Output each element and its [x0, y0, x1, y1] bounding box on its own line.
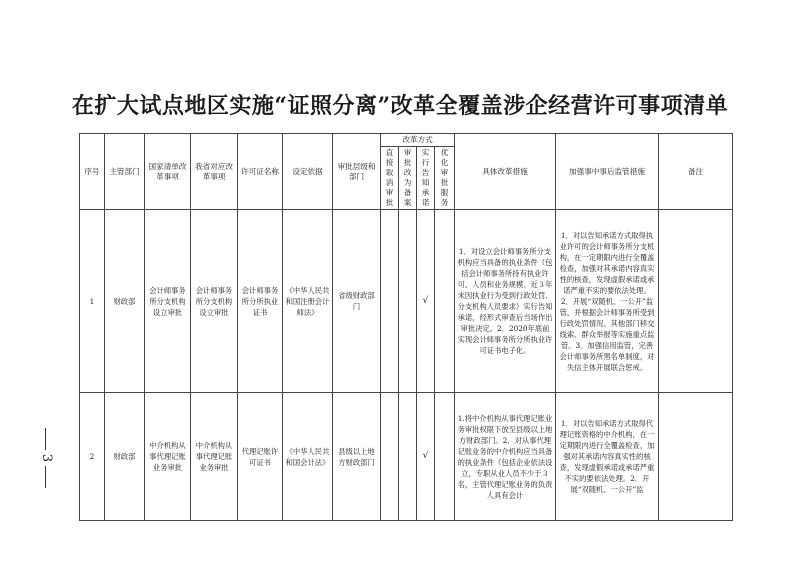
header-license-name: 许可证名称: [238, 134, 283, 210]
header-measures: 具体改革措施: [455, 134, 556, 210]
cell-measures: 1.将中介机构从事代理记账业务审批权限下放至县级以上地方财政部门。2．对从事代理记账业务的中介机构应当具备的执业条件（包括企业依法设立，专职从业人员不少于３名，主管代理记账业务的负责人具有会计: [455, 393, 556, 521]
header-reform-mode: 改革方式: [381, 134, 455, 147]
page-number-rule-top: [45, 428, 54, 450]
page-title: 在扩大试点地区实施“证照分离”改革全覆盖涉企经营许可事项清单: [71, 93, 729, 119]
cell-provincial-item: 会计师事务所分支机构设立审批: [191, 210, 238, 393]
header-remarks: 备注: [659, 134, 733, 210]
cell-national-item: 会计师事务所分支机构设立审批: [145, 210, 191, 393]
page-number-text: 3: [39, 453, 54, 463]
cell-measures: 1．对设立会计师事务所分支机构应当具备的执业条件（包括会计师事务所持有执业许可、人员和业务规模、近３年未因执业行为受到行政处罚、分支机构人员要求）实行告知承诺，经形式审查后当场作出审批决定。2．2020年底前实现会计师事务所分所执业许可证书电子化。: [455, 210, 556, 393]
header-direct-cancel: [381, 147, 399, 210]
cell-seq: 1: [80, 210, 105, 393]
page-number: [38, 428, 54, 488]
cell-notify-commit: √: [417, 210, 435, 393]
cell-license-name: 代理记账许可证书: [238, 393, 283, 521]
header-to-filing-text: 审批改为备案: [403, 148, 412, 207]
cell-approval-level: 省级财政部门: [333, 210, 381, 393]
cell-remarks: [659, 393, 733, 521]
header-to-filing: [399, 147, 417, 210]
cell-supervision: 1．对以告知承诺方式取得代理记账资格的中介机构，在一定期限内进行全覆盖检查，加强对其承诺内容真实性的核查，发现虚假承诺或承诺严重不实的要依法处理。2．开展“双随机、一公开”监: [556, 393, 659, 521]
cell-direct-cancel: [381, 393, 399, 521]
cell-approval-level: 县级以上地方财政部门: [333, 393, 381, 521]
header-notify-commit-text: 实行告知承诺: [421, 148, 430, 207]
header-legal-basis: 设定依据: [283, 134, 333, 210]
header-approval-level: 审批层级和部门: [333, 134, 381, 210]
cell-notify-commit: √: [417, 393, 435, 521]
cell-legal-basis: 《中华人民共和国注册会计师法》: [283, 210, 333, 393]
header-dept: 主管部门: [105, 134, 145, 210]
cell-to-filing: [399, 393, 417, 521]
cell-direct-cancel: [381, 210, 399, 393]
table-row: [80, 393, 733, 521]
cell-national-item: 中介机构从事代理记账业务审批: [145, 393, 191, 521]
cell-provincial-item: 中介机构从事代理记账业务审批: [191, 393, 238, 521]
cell-optimize-service: [435, 393, 455, 521]
cell-license-name: 会计师事务所分所执业证书: [238, 210, 283, 393]
header-notify-commit: [417, 147, 435, 210]
page-number-rule-bottom: [45, 466, 54, 488]
cell-legal-basis: 《中华人民共和国会计法》: [283, 393, 333, 521]
header-optimize-service-text: 优化审批服务: [440, 148, 449, 207]
header-national-item: 国家清单改革事项: [145, 134, 191, 210]
header-direct-cancel-text: 直接取消审批: [385, 148, 394, 207]
header-seq: 序号: [80, 134, 105, 210]
header-supervision: 加强事中事后监管措施: [556, 134, 659, 210]
cell-supervision: 1．对以告知承诺方式取得执业许可的会计师事务所分支机构，在一定期限内进行全覆盖检查，加强对其承诺内容真实性的核查，发现虚假承诺或承诺严重不实的要依法处理。2．开展“双随机、一公开”监管，并根据会计师事务所受到行政处罚情况、其他部门移交线索、群众举报等实施重点监管。3．加强信用监管，完善会计师事务所黑名单制度，对失信主体开展联合惩戒。: [556, 210, 659, 393]
cell-remarks: [659, 210, 733, 393]
cell-seq: 2: [80, 393, 105, 521]
header-provincial-item: 我省对应改革事项: [191, 134, 238, 210]
cell-optimize-service: [435, 210, 455, 393]
header-optimize-service: [435, 147, 455, 210]
cell-dept: 财政部: [105, 393, 145, 521]
table-row: [80, 210, 733, 393]
cell-to-filing: [399, 210, 417, 393]
cell-dept: 财政部: [105, 210, 145, 393]
license-list-table: [79, 133, 733, 521]
